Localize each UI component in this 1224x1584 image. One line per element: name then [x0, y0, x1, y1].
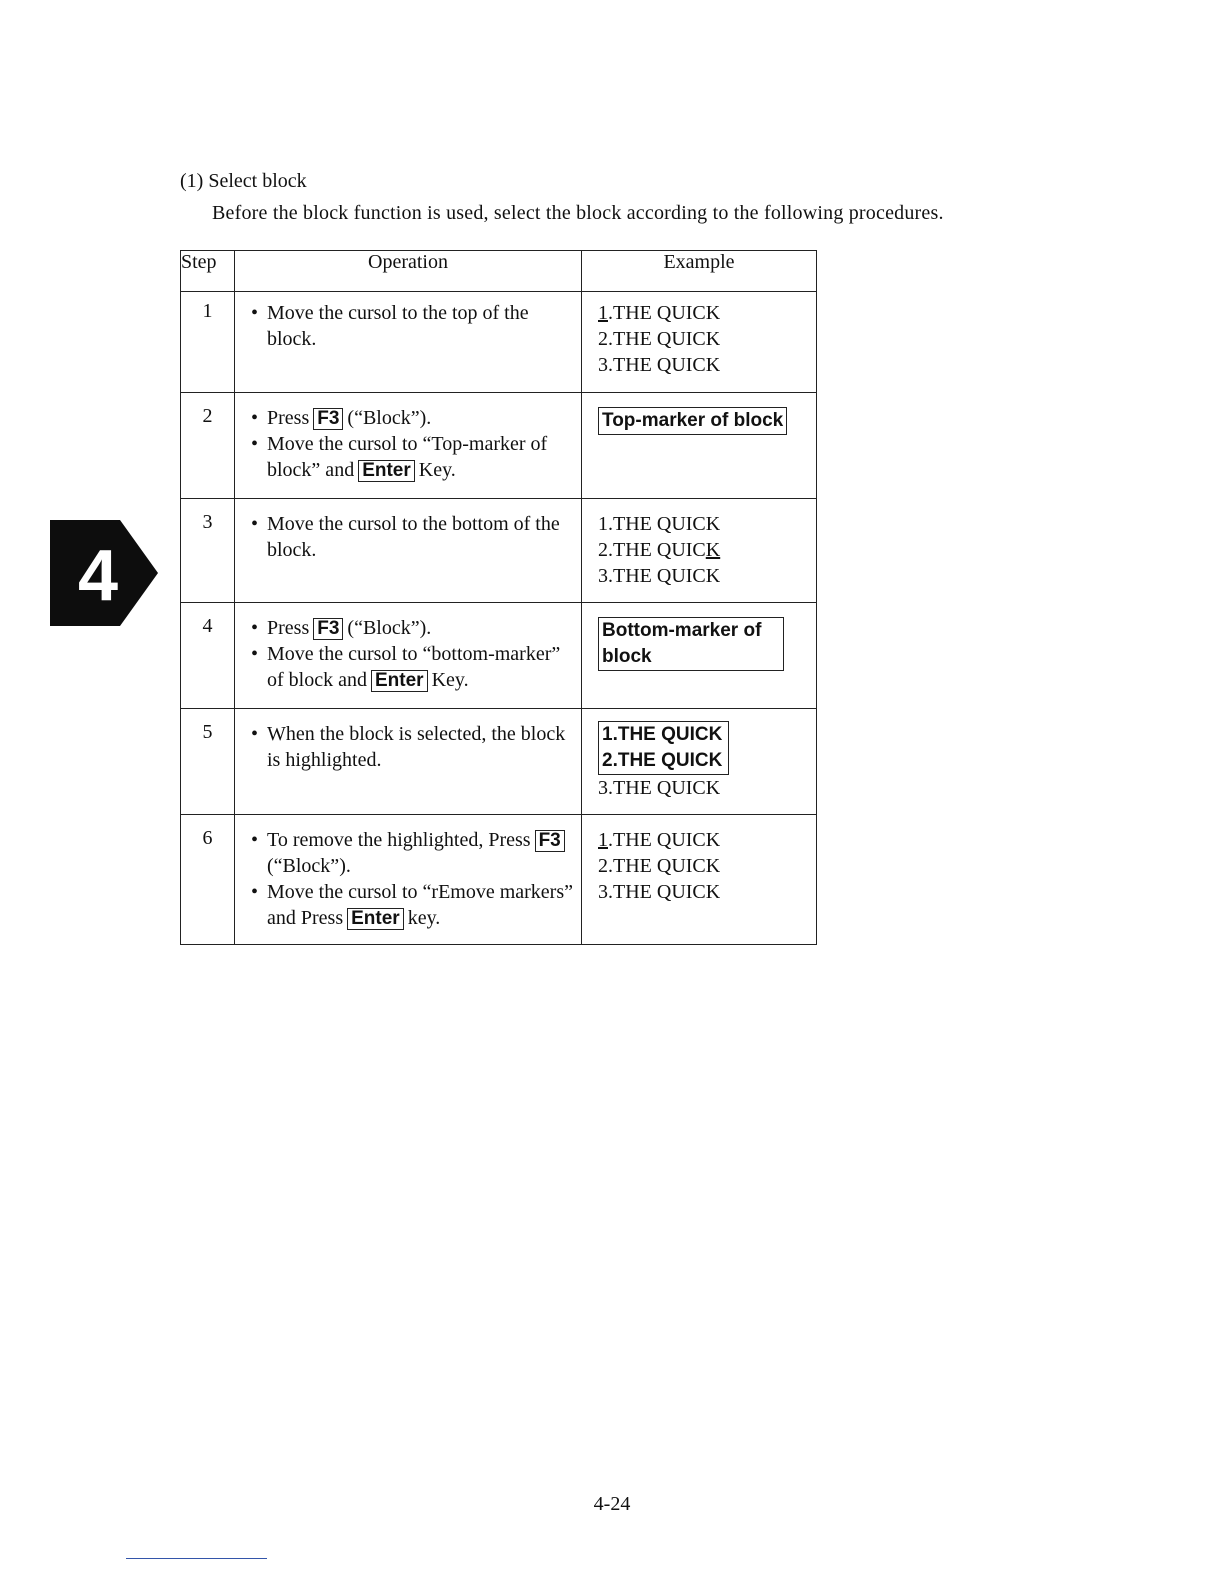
cursor-char: 1 — [598, 829, 608, 851]
enter-key: Enter — [358, 460, 415, 482]
operation-cell — [235, 292, 582, 393]
operation-bullet — [251, 827, 573, 879]
operation-bullet — [251, 615, 573, 641]
operation-bullet — [251, 641, 573, 693]
operation-cell — [235, 603, 582, 709]
footer-rule — [126, 1558, 267, 1559]
f3-key: F3 — [535, 830, 565, 852]
operation-text: Press — [267, 617, 310, 639]
operation-text: Press — [267, 407, 310, 429]
table-row — [181, 499, 817, 603]
operation-text: (“Block”). — [267, 855, 351, 877]
example-cell — [582, 292, 817, 393]
enter-key: Enter — [371, 670, 428, 692]
example-line: 2.THE QUICK — [598, 855, 721, 877]
table-row — [181, 393, 817, 499]
operation-cell — [235, 709, 582, 815]
example-line: 3.THE QUICK — [598, 354, 721, 376]
chapter-tab-number: 4 — [77, 536, 119, 616]
operation-text: Move the cursol to “rEmove markers” and Press — [267, 881, 574, 929]
table-row — [181, 815, 817, 945]
block-selection-table — [180, 250, 817, 945]
example-line: 3.THE QUICK — [598, 565, 721, 587]
operation-bullet: • Move the cursol to the top of the block. — [251, 300, 573, 352]
highlighted-line: 1.THE QUICK — [602, 724, 723, 745]
operation-bullet: • When the block is selected, the block is highlighted. — [251, 721, 573, 773]
example-line — [598, 300, 810, 326]
operation-text: (“Block”). — [347, 617, 432, 639]
enter-key: Enter — [347, 908, 404, 930]
operation-text: Key. — [418, 459, 456, 481]
cursor-char: K — [705, 539, 721, 561]
operation-bullet: • Move the cursol to the bottom of the block. — [251, 511, 573, 563]
operation-bullet — [251, 879, 573, 931]
example-line — [598, 827, 810, 853]
example-text: .THE QUICK — [608, 302, 721, 324]
f3-key: F3 — [313, 618, 343, 640]
operation-cell — [235, 393, 582, 499]
header-step: Step — [181, 251, 235, 292]
operation-text: Key. — [431, 669, 469, 691]
page-number: 4-24 — [593, 1493, 631, 1515]
operation-cell — [235, 499, 582, 603]
operation-text: (“Block”). — [347, 407, 432, 429]
table-row — [181, 292, 817, 393]
example-line: 3.THE QUICK — [598, 777, 721, 799]
example-cell — [582, 709, 817, 815]
step-number: 2 — [181, 393, 235, 499]
example-cell — [582, 815, 817, 945]
example-line — [598, 537, 810, 563]
table-row — [181, 603, 817, 709]
highlighted-line: 2.THE QUICK — [602, 750, 723, 771]
top-marker-menu-item: Top-marker of block — [598, 407, 787, 435]
bottom-marker-menu-item: Bottom-marker of block — [598, 617, 784, 671]
operation-cell — [235, 815, 582, 945]
operation-bullet — [251, 405, 573, 431]
example-line: 3.THE QUICK — [598, 881, 721, 903]
example-text: .THE QUICK — [608, 829, 721, 851]
operation-text: Move the cursol to “bottom-marker” of block and — [267, 643, 561, 691]
example-line: 2.THE QUICK — [598, 328, 721, 350]
example-cell — [582, 499, 817, 603]
f3-key: F3 — [313, 408, 343, 430]
cursor-char: 1 — [598, 302, 608, 324]
example-text: 2.THE QUIC — [598, 539, 706, 561]
header-example: Example — [582, 251, 817, 292]
step-number: 5 — [181, 709, 235, 815]
example-cell — [582, 603, 817, 709]
example-line: 1.THE QUICK — [598, 513, 721, 535]
section-intro: Before the block function is used, select the block according to the following procedures. — [212, 202, 944, 224]
header-operation: Operation — [235, 251, 582, 292]
chapter-tab — [50, 520, 158, 626]
table-header-row — [181, 251, 817, 292]
step-number: 4 — [181, 603, 235, 709]
table-row — [181, 709, 817, 815]
operation-text: Move the cursol to “Top-marker of block” and — [267, 433, 548, 481]
step-number: 6 — [181, 815, 235, 945]
highlighted-block — [598, 721, 729, 775]
operation-text: key. — [407, 907, 441, 929]
example-cell — [582, 393, 817, 499]
section-heading: (1) Select block — [180, 170, 307, 192]
operation-bullet — [251, 431, 573, 483]
operation-text: To remove the highlighted, Press — [267, 829, 531, 851]
step-number: 3 — [181, 499, 235, 603]
step-number: 1 — [181, 292, 235, 393]
